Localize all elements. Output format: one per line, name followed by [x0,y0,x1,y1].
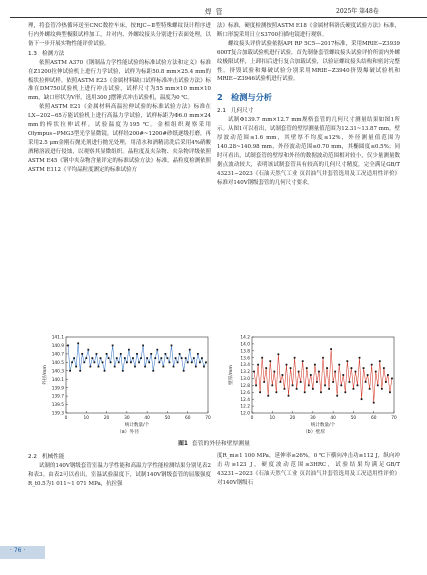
outer-diameter-chart [38,333,218,429]
data-point [91,357,93,359]
paragraph: 法》标准，硬度检测按照ASTM E18《金属材料洛氏硬度试验方法》标准，断口形貌采用日立S3700扫描电镜进行观察。 [217,23,400,38]
right-column-lower [217,452,400,488]
x-tick-label: 70 [391,416,397,421]
data-point [77,342,79,344]
data-point [328,388,330,390]
y-tick-label: 13.4 [240,363,250,369]
subfigure-label-a: （a）外径 [116,430,140,435]
y-tick-label: 140.7 [51,352,64,358]
data-point [292,384,294,386]
section-heading-2 [217,91,400,103]
section-title: 检测与分析 [231,92,272,103]
header-rule [10,17,427,18]
data-point [275,391,277,393]
data-point [156,349,158,351]
data-point [112,345,114,347]
data-point [114,366,116,368]
wall-thickness-plot [224,333,404,429]
data-point [259,391,261,393]
data-point [357,384,359,386]
section-heading-1-3 [28,50,211,59]
data-point [340,384,342,386]
figure-number: 图1 [178,441,188,447]
data-point [171,345,173,347]
right-column [217,22,400,188]
data-point [154,357,156,359]
data-point [336,395,338,397]
data-point [175,357,177,359]
section-title: 几何尺寸 [231,108,254,115]
x-tick-label: 40 [144,416,150,421]
x-tick-label: 50 [350,416,357,421]
y-tick-label: 12.0 [240,411,250,417]
data-point [253,371,255,373]
data-point [363,367,365,369]
x-tick-label: 20 [103,416,110,421]
data-point [375,371,377,373]
data-point [342,374,344,376]
paragraph: 试制的140V钢级套管室温力学性能和高温力学性能检测结果分别见表2和表3。由表2可以看出，室温试验温度下，试制140V钢级套管的屈服强度R_t0.5为1 011~1 071 MPa，抗拉强 [28,463,211,487]
paragraph: 试制Φ139.7 mm×12.7 mm规格套管的几何尺寸测量结果如图1所示。从图1可以看出，试制套管的壁厚测量值范围为12.31~13.87 mm，壁厚波动范围≤1.6 mm，其壁厚不均度≤12%，外径测量值范围为140.28~140.98 mm，外径波动范围≤0.70 mm，其椭圆度≤0.5%；同时可看出，试制套管的壁厚和外径的数据波动范围相对较小，仅少量测量数据点波动较大，表明该试制套管具有较高的几何尺寸精度，完全满足GB/T 43231−2023《石油天然气工业 页岩油气井套管选用及工况适用性评价》标准对140V钢级套管的几何尺寸要求。 [217,117,400,186]
paragraph: 度R_m≥1 100 MPa，延伸率≥26%，0 ℃下横向冲击功≥112 J，纵向冲击功≥123 J，硬度波动范围≤3HRC，试验结果均满足GB/T 43231−2023《石油天然气工业 页岩油气井套管选用及工况适用性评价》对140V钢级石 [217,453,400,486]
x-axis-label: 统计数量/个 [124,423,150,428]
series-line [68,343,206,370]
y-tick-label: 13.6 [240,356,250,362]
data-point [318,371,320,373]
x-tick-label: 60 [370,416,377,421]
paragraph: 依照ASTM E21《金属材料高温拉伸试验的标准试验方法》标准在LX−202−65万能试验机上进行高温力学试验，试样标距为Φ6.0 mm×24 mm的棒状拉伸试样，试验温度为195 ℃。金相组织观察采用Olympus−PMG3型光学显微镜，试样经200#~1200#砂纸逐级打磨，再采用2.5 μm金刚石抛光剂进行抛光处理，用清水和酒精清洗后采用4%硝酸酒精溶液进行侵蚀，以观察其显微组织。晶粒度及夹杂物、夹杂物评级依照ASTM E45《钢中夹杂物含量评定的标准试验方法》标准，晶粒度检测依照ASTM E112《平均晶粒度测定的标准试验方 [28,104,211,173]
y-tick-label: 12.4 [240,397,250,403]
section-number: 2.1 [217,108,226,115]
section-title: 机械性能 [42,454,65,460]
data-point [371,364,373,366]
section-number: 2.2 [28,454,37,460]
data-point [191,361,193,363]
data-point [348,381,350,383]
data-point [169,361,171,363]
data-point [379,360,381,362]
data-point [102,361,104,363]
data-point [81,353,83,355]
plot-frame [252,337,394,413]
paragraph: 依照ASTM A370《钢制品力学性能试验的标准试验方法和定义》标准在Z1200拉伸试验机上进行力学试验，试样为标距50.8 mm×25.4 mm的板状拉伸试样。依照ASTM E23《金属材料缺口试样标准冲击试验方法》标准在DM750试验机上进行冲击试验，试样尺寸为55 mm×10 mm×10 mm，缺口形状为V形，选用300 J摆锤式冲击试验机，温度为0 ℃。 [28,59,211,102]
data-point [201,357,203,359]
y-tick-label: 13.8 [240,349,250,355]
data-point [290,367,292,369]
data-point [85,357,87,359]
data-point [126,361,128,363]
data-point [330,348,332,350]
data-point [383,367,385,369]
data-point [255,384,257,386]
data-point [269,360,271,362]
x-tick-label: 0 [250,416,254,421]
figure-caption [28,438,400,447]
data-point [308,384,310,386]
data-point [140,357,142,359]
data-point [71,361,73,363]
data-point [89,366,91,368]
x-tick-label: 60 [184,416,191,421]
data-point [122,370,124,372]
data-point [389,391,391,393]
y-tick-label: 14.2 [240,335,250,341]
page-header [0,0,427,20]
page-number: · 76 · [10,547,26,554]
data-point [167,357,169,359]
data-point [277,353,279,355]
data-point [197,353,199,355]
y-tick-label: 139.9 [51,386,64,392]
data-point [158,361,160,363]
issue-info: 2025年 第48卷 [336,8,379,15]
paragraph: 理，将套管冷热循环送至CNC数控车床，按RJC−Ⅱ型特殊螺纹设计程序进行内外螺纹典型极限试样加工，并对内、外螺纹接头分别进行表面处理，以备下一步开展实物性能评价试验。 [28,23,211,47]
data-point [385,381,387,383]
y-tick-label: 140.1 [51,377,64,383]
data-point [314,364,316,366]
plot-frame [66,337,208,413]
data-point [87,349,89,351]
data-point [148,361,150,363]
data-point [334,371,336,373]
data-point [282,374,284,376]
y-tick-label: 139.7 [51,394,64,400]
data-point [288,395,290,397]
data-point [100,357,102,359]
figure-caption-text: 套管的外径和壁厚测量 [191,441,250,447]
y-tick-label: 139.3 [51,411,64,417]
data-point [144,366,146,368]
data-point [69,370,71,372]
data-point [355,371,357,373]
data-point [284,388,286,390]
data-point [346,360,348,362]
data-point [361,398,363,400]
data-point [263,381,265,383]
data-point [316,381,318,383]
data-point [130,361,132,363]
data-point [138,361,140,363]
y-axis-label: 壁厚/mm [229,365,234,385]
data-point [377,384,379,386]
y-tick-label: 13.0 [240,377,250,383]
data-point [110,361,112,363]
data-point [359,357,361,359]
data-point [124,357,126,359]
x-tick-label: 30 [124,416,130,421]
paragraph: 螺纹接头评价试验依据API RP 5C5—2017标准，采用MRIE−Z3939 600T复合加载试验机进行试验，首先制备套管螺纹接头试验评价所需内外螺纹极限试样，上卸扣后进行复合加载试验，以验证螺纹接头结构和密封完整性。挤毁试验和爆破试验分别采用MRIE−Z3940挤毁爆破试验机和MRIE−Z3946试验机进行试验。 [217,40,400,83]
page-footer [0,538,427,575]
data-point [142,345,144,347]
data-point [387,374,389,376]
data-point [136,353,138,355]
data-point [320,391,322,393]
data-point [312,388,314,390]
y-axis-label: 外径/mm [43,365,48,385]
data-point [332,381,334,383]
data-point [265,367,267,369]
y-tick-label: 12.2 [240,404,250,410]
section-heading-2-1 [217,107,400,116]
data-point [300,381,302,383]
data-point [98,366,100,368]
x-tick-label: 40 [330,416,336,421]
data-point [132,357,134,359]
y-tick-label: 139.5 [51,403,64,409]
data-point [120,353,122,355]
data-point [298,371,300,373]
y-tick-label: 12.8 [240,383,250,389]
data-point [160,357,162,359]
y-tick-label: 140.3 [51,369,64,375]
data-point [73,357,75,359]
data-point [187,361,189,363]
data-point [273,371,275,373]
section-title: 检测方法 [42,50,65,57]
data-point [351,367,353,369]
data-point [381,388,383,390]
left-column-lower [28,452,211,489]
data-point [391,378,393,380]
section-number: 1.3 [28,50,37,57]
y-tick-label: 140.5 [51,360,64,366]
subfigure-label-b: （b）壁厚 [302,430,326,435]
data-point [189,349,191,351]
data-point [306,367,308,369]
x-tick-label: 20 [289,416,296,421]
y-tick-label: 12.6 [240,390,250,396]
data-point [179,353,181,355]
outer-diameter-plot [38,333,218,429]
data-point [150,353,152,355]
data-point [365,381,367,383]
x-tick-label: 30 [310,416,316,421]
data-point [193,357,195,359]
x-tick-label: 10 [269,416,276,421]
data-point [286,364,288,366]
x-tick-label: 70 [205,416,211,421]
data-point [104,370,106,372]
data-point [116,357,118,359]
data-point [75,366,77,368]
data-point [344,391,346,393]
wall-thickness-chart [224,333,404,429]
data-point [326,367,328,369]
x-tick-label: 10 [83,416,90,421]
data-point [183,370,185,372]
data-point [96,353,98,355]
y-tick-label: 141.1 [51,335,64,341]
y-tick-label: 13.2 [240,370,250,376]
data-point [185,357,187,359]
data-point [322,357,324,359]
data-point [83,361,85,363]
data-point [373,402,375,404]
data-point [79,370,81,372]
x-axis-label: 统计数量/个 [310,423,336,428]
data-point [294,357,296,359]
data-point [304,391,306,393]
data-point [94,361,96,363]
data-point [310,374,312,376]
left-column [28,22,211,175]
data-point [203,366,205,368]
data-point [324,384,326,386]
data-point [280,381,282,383]
data-point [257,364,259,366]
data-point [128,349,130,351]
data-point [162,366,164,368]
figure-1 [28,333,400,435]
data-point [108,357,110,359]
data-point [152,370,154,372]
data-point [338,364,340,366]
data-point [181,357,183,359]
data-point [146,357,148,359]
section-heading-2-2 [28,453,211,462]
data-point [369,388,371,390]
data-point [173,366,175,368]
data-point [296,388,298,390]
data-point [199,361,201,363]
data-point [106,353,108,355]
data-point [134,366,136,368]
y-tick-label: 14.0 [240,342,250,348]
data-point [205,361,207,363]
data-point [261,357,263,359]
data-point [271,384,273,386]
data-point [177,361,179,363]
data-point [367,374,369,376]
journal-name: 焊 管 [205,8,224,16]
y-tick-label: 140.9 [51,344,64,350]
data-point [67,345,69,347]
data-point [302,360,304,362]
data-point [195,366,197,368]
data-point [118,361,120,363]
x-tick-label: 0 [64,416,68,421]
data-point [353,388,355,390]
data-point [165,353,167,355]
section-number: 2 [217,92,223,103]
data-point [267,395,269,397]
x-tick-label: 50 [164,416,171,421]
